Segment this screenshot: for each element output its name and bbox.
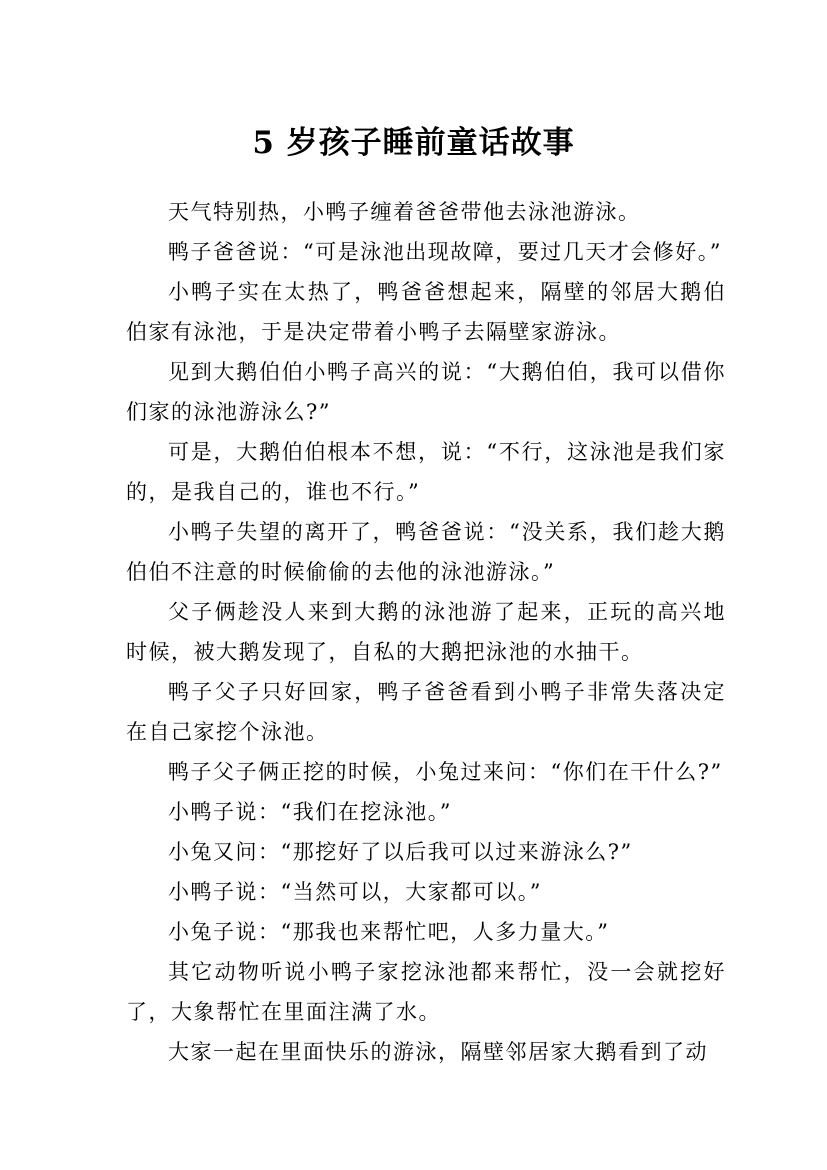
- story-paragraph: 见到大鹅伯伯小鸭子高兴的说：“大鹅伯伯，我可以借你们家的泳池游泳么?”: [126, 360, 726, 424]
- story-paragraph: 小兔子说：“那我也来帮忙吧，人多力量大。”: [168, 920, 610, 944]
- story-paragraph: 父子俩趁没人来到大鹅的泳池游了起来，正玩的高兴地时候，被大鹅发现了，自私的大鹅把泳池的水抽干。: [126, 600, 726, 664]
- story-paragraph: 小鸭子失望的离开了，鸭爸爸说：“没关系，我们趁大鹅伯伯不注意的时候偷偷的去他的泳池游泳。”: [126, 520, 726, 584]
- story-paragraph: 天气特别热，小鸭子缠着爸爸带他去泳池游泳。: [168, 200, 641, 224]
- document-title: 5 岁孩子睡前童话故事: [252, 124, 575, 161]
- story-paragraph: 大家一起在里面快乐的游泳，隔壁邻居家大鹅看到了动: [168, 1040, 708, 1064]
- story-paragraph: 其它动物听说小鸭子家挖泳池都来帮忙，没一会就挖好了，大象帮忙在里面注满了水。: [126, 960, 726, 1024]
- story-body: [126, 192, 726, 1072]
- story-paragraph: 小兔又问：“那挖好了以后我可以过来游泳么?”: [168, 840, 633, 864]
- story-paragraph: 可是，大鹅伯伯根本不想，说：“不行，这泳池是我们家的，是我自己的，谁也不行。”: [126, 440, 726, 504]
- story-paragraph: 小鸭子说：“当然可以，大家都可以。”: [168, 880, 542, 904]
- story-paragraph: 小鸭子说：“我们在挖泳池。”: [168, 800, 452, 824]
- story-paragraph: 鸭子父子只好回家，鸭子爸爸看到小鸭子非常失落决定在自己家挖个泳池。: [126, 680, 726, 744]
- story-paragraph: 鸭子父子俩正挖的时候，小兔过来问：“你们在干什么?”: [168, 760, 723, 784]
- story-paragraph: 鸭子爸爸说：“可是泳池出现故障，要过几天才会修好。”: [168, 240, 722, 264]
- story-paragraph: 小鸭子实在太热了，鸭爸爸想起来，隔壁的邻居大鹅伯伯家有泳池，于是决定带着小鸭子去隔壁家游泳。: [126, 280, 726, 344]
